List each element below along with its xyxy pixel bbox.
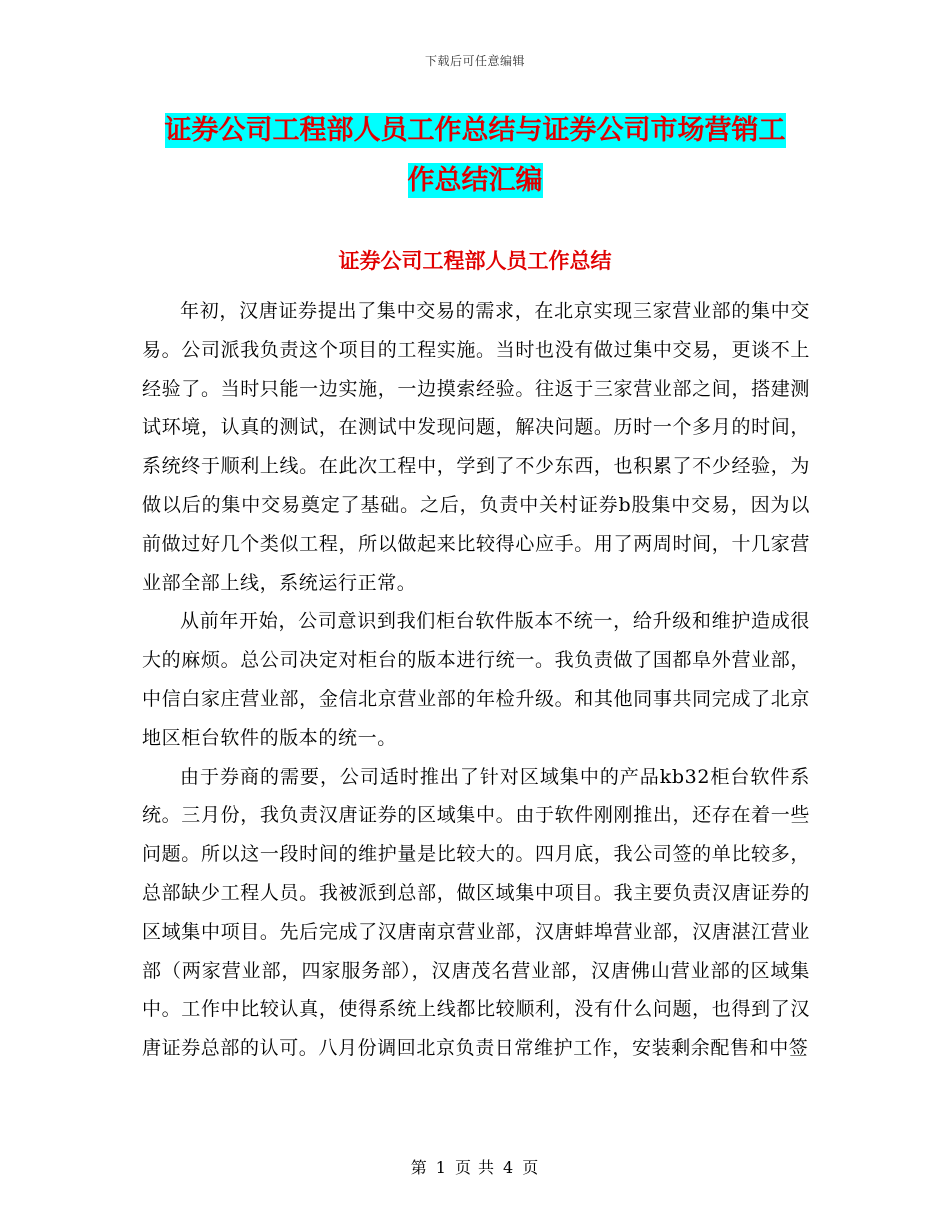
body-paragraph-1: 年初，汉唐证券提出了集中交易的需求，在北京实现三家营业部的集中交易。公司派我负责这个项目的工程实施。当时也没有做过集中交易，更谈不上经验了。当时只能一边实施，一边摸索经验。往返于三家营业部之间，搭建测试环境，认真的测试，在测试中发现问题，解决问题。历时一个多月的时间，系统终于顺利上线。在此次工程中，学到了不少东西，也积累了不少经验，为做以后的集中交易奠定了基础。之后，负责中关村证券b股集中交易，因为以前做过好几个类似工程，所以做起来比较得心应手。用了两周时间，十几家营业部全部上线，系统运行正常。 bbox=[142, 300, 810, 594]
document-title-line2: 作总结汇编 bbox=[407, 165, 543, 196]
page-number: 1 bbox=[435, 1158, 447, 1177]
document-title-line1: 证券公司工程部人员工作总结与证券公司市场营销工 bbox=[164, 115, 786, 146]
document-title bbox=[140, 106, 810, 206]
page-label-mid: 页 共 bbox=[454, 1158, 496, 1177]
document-body bbox=[142, 292, 810, 1068]
page-total: 4 bbox=[503, 1158, 515, 1177]
page-header-note: 下载后可任意编辑 bbox=[424, 54, 525, 68]
page-label-suffix: 页 bbox=[522, 1158, 540, 1177]
body-paragraph-3: 由于券商的需要，公司适时推出了针对区域集中的产品kb32柜台软件系统。三月份，我负责汉唐证券的区域集中。由于软件刚刚推出，还存在着一些问题。所以这一段时间的维护量是比较大的。四月底，我公司签的单比较多，总部缺少工程人员。我被派到总部，做区域集中项目。我主要负责汉唐证券的区域集中项目。先后完成了汉唐南京营业部，汉唐蚌埠营业部，汉唐湛江营业部（两家营业部，四家服务部），汉唐茂名营业部，汉唐佛山营业部的区域集中。工作中比较认真，使得系统上线都比较顺利，没有什么问题，也得到了汉唐证券总部的认可。八月份调回北京负责日常维护工作，安装剩余配售和中签 bbox=[142, 765, 810, 1060]
page-label-prefix: 第 bbox=[410, 1158, 428, 1177]
body-paragraph-2: 从前年开始，公司意识到我们柜台软件版本不统一，给升级和维护造成很大的麻烦。总公司决定对柜台的版本进行统一。我负责做了国都阜外营业部，中信白家庄营业部，金信北京营业部的年检升级。和其他同事共同完成了北京地区柜台软件的版本的统一。 bbox=[142, 610, 810, 749]
section-title: 证券公司工程部人员工作总结 bbox=[338, 248, 612, 273]
page-footer bbox=[0, 1155, 950, 1178]
